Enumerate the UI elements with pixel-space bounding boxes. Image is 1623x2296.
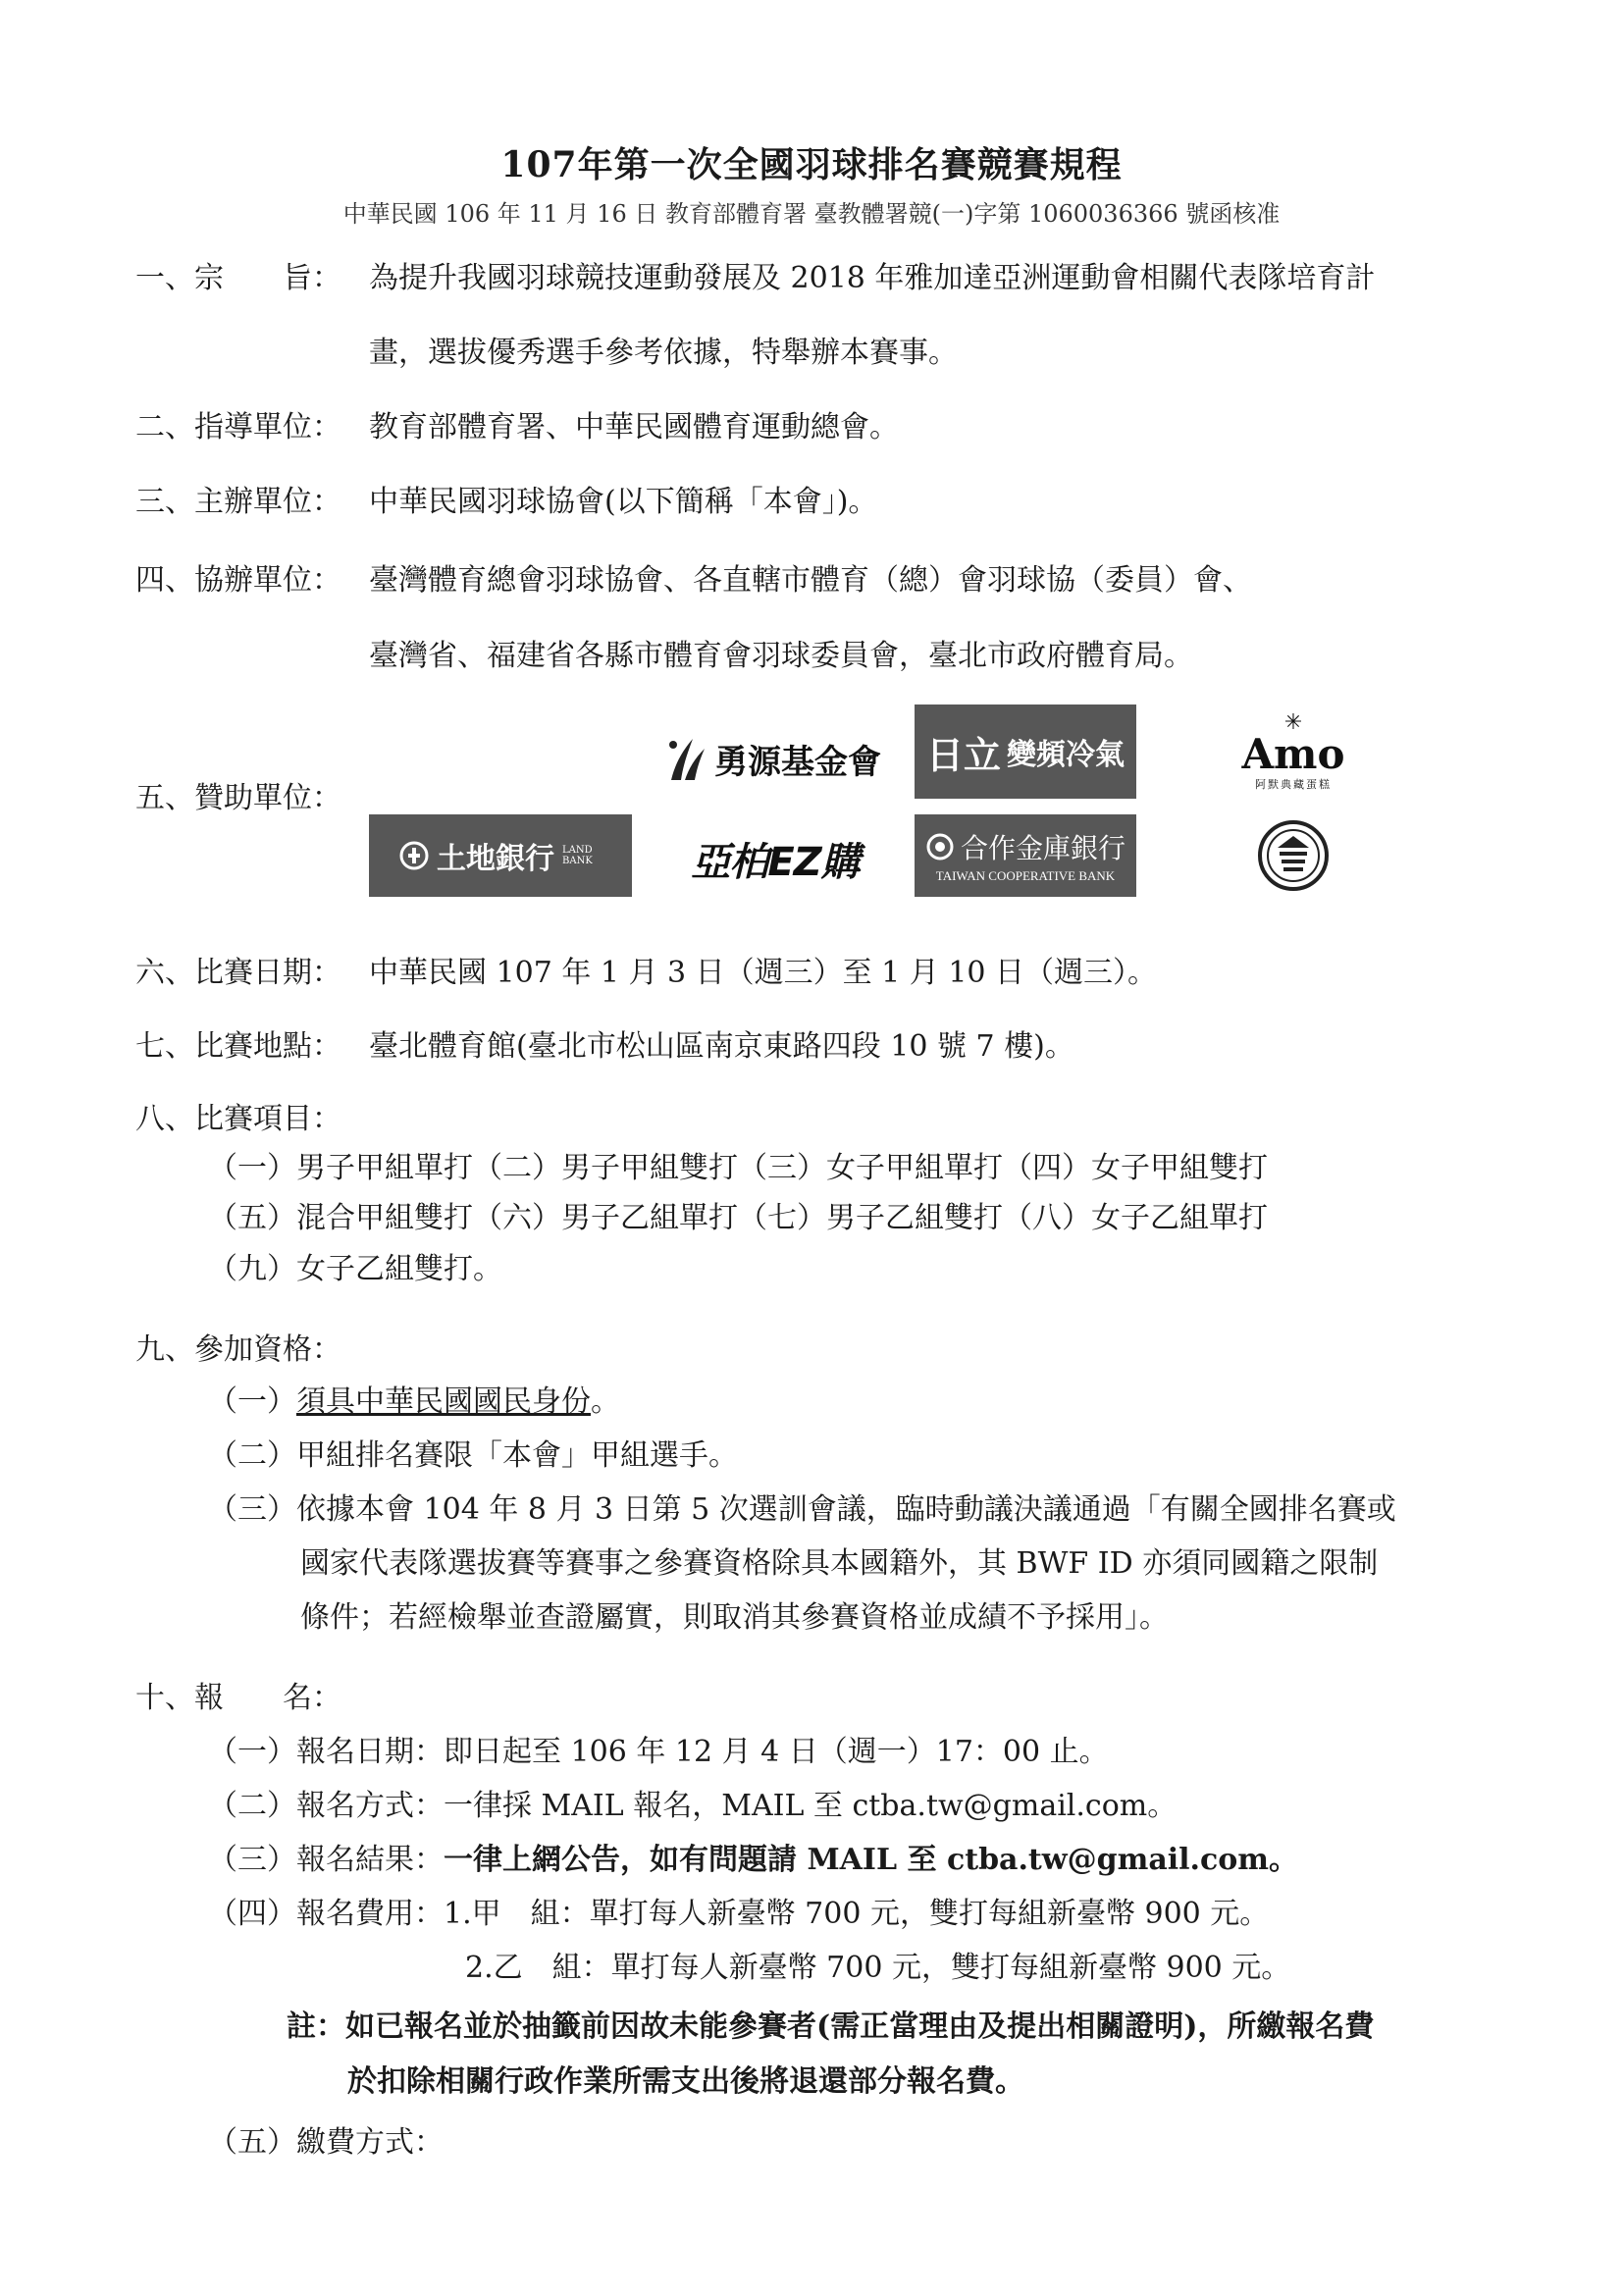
land-bank-emblem-icon (399, 841, 429, 870)
section-9-label: 九、參加資格： (135, 1332, 341, 1367)
yongyuan-logo-text: 勇源基金會 (714, 742, 881, 782)
section-4-label: 四、協辦單位： (135, 563, 341, 598)
hitachi-logo-subtext: 變頻冷氣 (1007, 738, 1125, 772)
land-bank-logo-en: LAND BANK (562, 845, 593, 866)
section-10-item4-line1: （四）報名費用：1.甲 組：單打每人新臺幣 700 元，雙打每組新臺幣 900 元。 (208, 1897, 1270, 1931)
section-10-item4-line2: 2.乙 組：單打每人新臺幣 700 元，雙打每組新臺幣 900 元。 (465, 1951, 1291, 1985)
section-7-text: 臺北體育館(臺北市松山區南京東路四段 10 號 7 樓)。 (369, 1029, 1074, 1064)
section-10-item3-label: （三）報名結果： (208, 1843, 444, 1877)
section-10-item2: （二）報名方式：一律採 MAIL 報名，MAIL 至 ctba.tw@gmail.com。 (208, 1789, 1178, 1823)
bank-seal-logo (1244, 814, 1342, 897)
section-9-item2: （二）甲組排名賽限「本會」甲組選手。 (208, 1438, 738, 1473)
section-6-label: 六、比賽日期： (135, 956, 341, 990)
section-9-item3-line3: 條件；若經檢舉並查證屬實，則取消其參賽資格並成績不予採用」。 (300, 1600, 1169, 1635)
section-9-item3-line2: 國家代表隊選拔賽等賽事之參賽資格除具本國籍外，其 BWF ID 亦須同國籍之限制 (300, 1546, 1379, 1581)
bank-seal-icon (1256, 818, 1331, 893)
yongyuan-foundation-logo (655, 724, 891, 793)
section-5-label: 五、贊助單位： (135, 781, 341, 815)
amo-star-icon: ✳ (1283, 710, 1303, 735)
cooperative-bank-logo-en: TAIWAN COOPERATIVE BANK (935, 868, 1116, 883)
section-9-item1-text: 須具中華民國國民身份 (296, 1384, 591, 1419)
section-6-text: 中華民國 107 年 1 月 3 日（週三）至 1 月 10 日（週三）。 (369, 956, 1158, 990)
section-2-text: 教育部體育署、中華民國體育運動總會。 (369, 410, 899, 444)
section-10-label: 十、報 名： (135, 1681, 341, 1715)
section-1-text-line2: 畫，選拔優秀選手參考依據，特舉辦本賽事。 (369, 336, 958, 370)
section-9-item1 (208, 1377, 620, 1420)
section-10-note-line1: 註：如已報名並於抽籤前因故未能參賽者(需正當理由及提出相關證明)，所繳報名費 (287, 2009, 1375, 2044)
approval-line: 中華民國 106 年 11 月 16 日 教育部體育署 臺教體署競(一)字第 1060036366 號函核准 (342, 200, 1281, 228)
amo-logo-subtext: 阿默典藏蛋糕 (1255, 778, 1332, 791)
section-10-item5: （五）繳費方式： (208, 2125, 444, 2160)
section-4-text-line2: 臺灣省、福建省各縣市體育會羽球委員會，臺北市政府體育局。 (369, 639, 1193, 673)
section-3-label: 三、主辦單位： (135, 485, 341, 519)
yahoo-ez-logo-text: 亞柏EZ購 (691, 839, 860, 885)
section-9-item3-line1: （三）依據本會 104 年 8 月 3 日第 5 次選訓會議，臨時動議決議通過「有關全國排名賽或 (208, 1492, 1396, 1527)
section-7-label: 七、比賽地點： (135, 1029, 341, 1064)
section-2-label: 二、指導單位： (135, 410, 341, 444)
section-10-item3-text: 一律上網公告，如有問題請 MAIL 至 ctba.tw@gmail.com。 (444, 1843, 1299, 1877)
section-8-events-row1: （一）男子甲組單打（二）男子甲組雙打（三）女子甲組單打（四）女子甲組雙打 (208, 1151, 1268, 1185)
section-1-label: 一、宗 旨： (135, 261, 341, 295)
section-8-events-row3: （九）女子乙組雙打。 (208, 1252, 502, 1286)
land-bank-logo-text: 土地銀行 (437, 842, 554, 876)
amo-logo (1215, 708, 1372, 797)
section-8-label: 八、比賽項目： (135, 1102, 341, 1136)
section-8-events-row2: （五）混合甲組雙打（六）男子乙組單打（七）男子乙組雙打（八）女子乙組單打 (208, 1201, 1268, 1235)
section-4-text-line1: 臺灣體育總會羽球協會、各直轄市體育（總）會羽球協（委員）會、 (369, 563, 1252, 598)
land-bank-logo (369, 814, 632, 897)
yongyuan-swoosh-icon (665, 735, 708, 782)
cooperative-bank-logo-text: 合作金庫銀行 (960, 832, 1126, 864)
section-10-item1: （一）報名日期：即日起至 106 年 12 月 4 日（週一）17：00 止。 (208, 1735, 1109, 1769)
section-9-item1-end: 。 (591, 1384, 620, 1419)
section-9-item1-number: （一） (208, 1384, 296, 1419)
section-3-text: 中華民國羽球協會(以下簡稱「本會」)。 (369, 485, 878, 519)
document-title: 107年第一次全國羽球排名賽競賽規程 (500, 144, 1123, 185)
cooperative-bank-emblem-icon (925, 832, 955, 861)
taiwan-cooperative-bank-logo (915, 814, 1136, 897)
amo-logo-text: Amo (1241, 730, 1345, 778)
section-10-item3 (208, 1835, 1298, 1878)
section-1-text-line1: 為提升我國羽球競技運動發展及 2018 年雅加達亞洲運動會相關代表隊培育計 (369, 261, 1376, 295)
hitachi-logo-text: 日立 (925, 733, 1001, 777)
yahoo-ez-logo (677, 824, 873, 893)
section-10-note-line2: 於扣除相關行政作業所需支出後將退還部分報名費。 (347, 2064, 1024, 2099)
hitachi-logo (915, 704, 1136, 799)
